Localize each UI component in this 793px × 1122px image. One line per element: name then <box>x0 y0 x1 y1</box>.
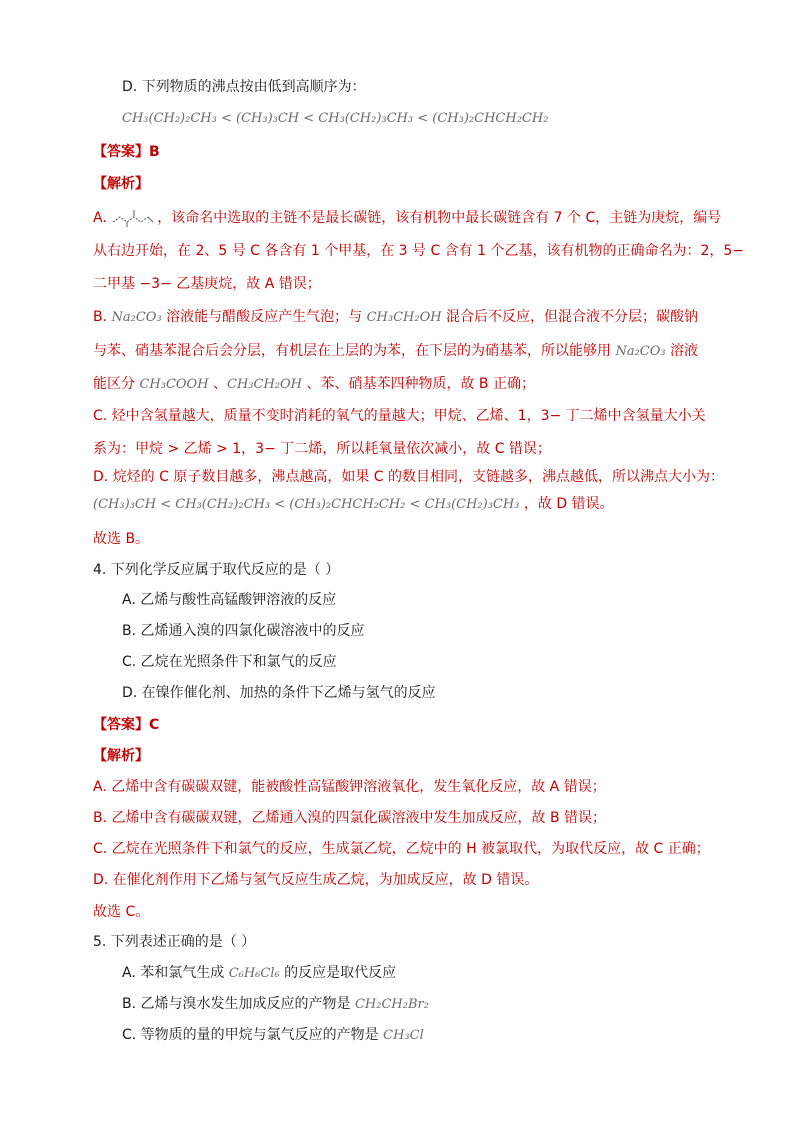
q4-analysis-b: B. 乙烯中含有碳碳双键，乙烯通入溴的四氯化碳溶液中发生加成反应，故 B 错误； <box>93 810 607 826</box>
q3-option-d-formula: CH₃(CH₂)₂CH₃ < (CH₃)₃CH < CH₃(CH₂)₃CH₃ < (CH₃)₂CHCH₂CH₂ <box>122 111 549 126</box>
q3-analysis-label: 【解析】 <box>93 176 149 192</box>
q5-option-b: B. 乙烯与溴水发生加成反应的产物是 CH₂CH₂Br₂ <box>122 996 429 1012</box>
q3-analysis-c-line1: C. 烃中含氢量越大，质量不变时消耗的氧气的量越大；甲烷、乙烯、1，3− 丁二烯中含氢量大小关 <box>93 408 706 424</box>
q3-analysis-a-line2: 从右边开始，在 2、5 号 C 各含有 1 个甲基，在 3 号 C 含有 1 个乙基，该有机物的正确命名为：2，5− <box>93 243 745 259</box>
q3-analysis-b-line2: 与苯、硝基苯混合后会分层，有机层在上层的为苯，在下层的为硝基苯，所以能够用 Na₂CO₃ 溶液 <box>93 343 699 359</box>
q3-analysis-a-line3: 二甲基 −3− 乙基庚烷，故 A 错误； <box>93 276 321 292</box>
q5-question: 5. 下列表述正确的是（ ） <box>93 934 256 950</box>
q4-option-c: C. 乙烷在光照条件下和氯气的反应 <box>122 654 337 670</box>
q3-answer: 【答案】B <box>93 144 160 160</box>
q3-option-d: D. 下列物质的沸点按由低到高顺序为： <box>122 79 366 95</box>
q4-analysis-d: D. 在催化剂作用下乙烯与氢气反应生成乙烷，为加成反应，故 D 错误。 <box>93 872 539 888</box>
q4-answer: 【答案】C <box>93 717 160 733</box>
q4-analysis-label: 【解析】 <box>93 748 149 764</box>
q3-conclusion: 故选 B。 <box>93 531 150 547</box>
q4-conclusion: 故选 C。 <box>93 904 150 920</box>
q4-question: 4. 下列化学反应属于取代反应的是（ ） <box>93 562 340 578</box>
q3-analysis-d-line1: D. 烷烃的 C 原子数目越多，沸点越高，如果 C 的数目相同，支链越多，沸点越低，所以沸点大小为： <box>93 469 725 485</box>
q4-analysis-a: A. 乙烯中含有碳碳双键，能被酸性高锰酸钾溶液氧化，发生氧化反应，故 A 错误； <box>93 779 606 795</box>
q5-option-c: C. 等物质的量的甲烷与氯气反应的产物是 CH₃Cl <box>122 1027 424 1043</box>
q3-analysis-b-line1: B. Na₂CO₃ 溶液能与醋酸反应产生气泡；与 CH₃CH₂OH 混合后不反应，但混合液不分层；碳酸钠 <box>93 309 699 325</box>
q5-option-a: A. 苯和氯气生成 C₆H₆Cl₆ 的反应是取代反应 <box>122 965 397 981</box>
q3-analysis-b-line3: 能区分 CH₃COOH 、CH₃CH₂OH 、苯、硝基苯四种物质，故 B 正确； <box>93 376 535 392</box>
q4-option-d: D. 在镍作催化剂、加热的条件下乙烯与氢气的反应 <box>122 685 436 701</box>
q3-analysis-c-line2: 系为：甲烷 > 乙烯 > 1，3− 丁二烯，所以耗氧量依次减小，故 C 错误； <box>93 441 551 457</box>
q4-analysis-c: C. 乙烷在光照条件下和氯气的反应，生成氯乙烷，乙烷中的 H 被氯取代，为取代反应，故 C 正确； <box>93 841 710 857</box>
q4-option-b: B. 乙烯通入溴的四氯化碳溶液中的反应 <box>122 623 365 639</box>
q3-analysis-d-line2: (CH₃)₃CH < CH₃(CH₂)₂CH₃ < (CH₃)₂CHCH₂CH₂ < CH₃(CH₂)₃CH₃ ，故 D 错误。 <box>93 496 614 512</box>
q3-analysis-a-line1: A. ，该命名中选取的主链不是最长碳链，该有机物中最长碳链含有 7 个 C，主链为庚烷，编号 <box>93 210 722 226</box>
q4-option-a: A. 乙烯与酸性高锰酸钾溶液的反应 <box>122 592 337 608</box>
skeletal-formula-icon <box>111 208 155 228</box>
